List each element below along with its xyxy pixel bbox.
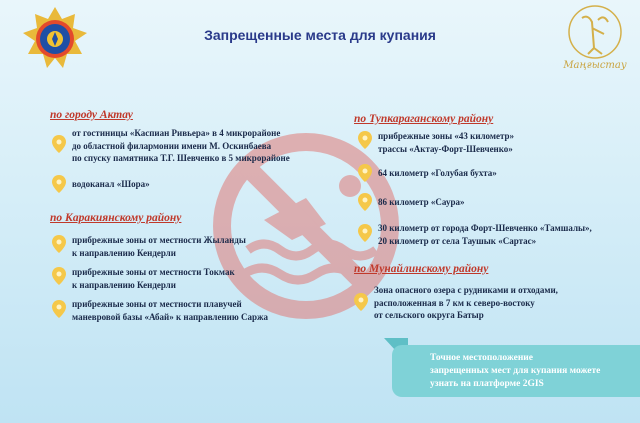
emergency-emblem-icon	[22, 6, 88, 72]
location-pin-icon	[52, 235, 66, 253]
list-item: прибрежные зоны «43 километр» трассы «Актау-Форт-Шевченко»	[378, 131, 515, 154]
location-pin-icon	[358, 193, 372, 211]
location-pin-icon	[52, 267, 66, 285]
list-item: Зона опасного озера с рудниками и отходами, расположенная в 7 км к северо-востоку от сельского округа Батыр	[374, 285, 558, 320]
mangystau-logo	[558, 4, 632, 76]
location-pin-icon	[52, 300, 66, 318]
list-item: прибрежные зоны от местности Жыланды к направлению Кендерли	[72, 235, 246, 258]
list-item: 86 километр «Саура»	[378, 197, 465, 207]
list-item: 30 километр от города Форт-Шевченко «Тамшалы», 20 километр от села Таушык «Сартас»	[378, 223, 592, 246]
list-item: прибрежные зоны от местности плавучей маневровой базы «Абай» к направлению Саржа	[72, 299, 269, 322]
figure-logo-icon	[558, 4, 632, 60]
banner-text: Точное местоположение запрещенных мест для купания можете узнать на платформе 2GIS	[430, 353, 601, 389]
section-munaily-heading: по Мунайлинскому району	[354, 263, 489, 275]
location-pin-icon	[358, 131, 372, 149]
list-item: водоканал «Шора»	[72, 179, 150, 189]
location-pin-icon	[52, 135, 66, 153]
page-title: Запрещенные места для купания	[204, 27, 436, 43]
location-pin-icon	[52, 175, 66, 193]
list-item: прибрежные зоны от местности Токмак к направлению Кендерли	[72, 267, 235, 290]
section-aktau-heading: по городу Актау	[50, 109, 133, 121]
logo-text: Маңғыстау	[563, 60, 627, 71]
list-item: 64 километр «Голубая бухта»	[378, 168, 497, 178]
section-tupkaragan-heading: по Тупкараганскому району	[354, 113, 494, 125]
location-pin-icon	[358, 224, 372, 242]
list-item: от гостиницы «Каспиан Ривьера» в 4 микрорайоне до областной филармонии имени М. Оскинбаева по спуску памятника Т.Г. Шевченко в 5 микрорайоне	[72, 128, 290, 163]
location-pin-icon	[358, 164, 372, 182]
section-karakiyan-heading: по Каракиянскому району	[50, 212, 182, 224]
location-pin-icon	[354, 293, 368, 311]
